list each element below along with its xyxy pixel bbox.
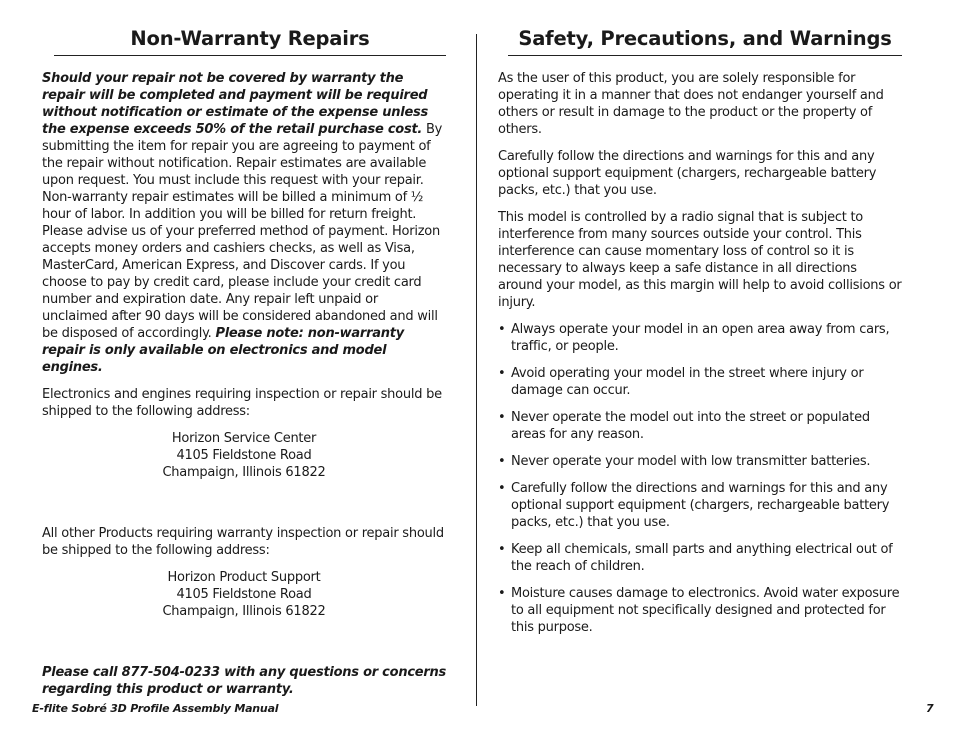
contact-phone-text: Please call 877-504-0233 with any questions or concerns regarding this product or warranty. xyxy=(42,665,447,697)
safety-content xyxy=(498,70,902,636)
non-warranty-heading: Non-Warranty Repairs xyxy=(54,26,446,56)
safety-heading: Safety, Precautions, and Warnings xyxy=(508,26,902,56)
non-warranty-content xyxy=(42,70,446,698)
address-line: 4105 Fieldstone Road xyxy=(176,587,312,602)
safety-bullet: • Carefully follow the directions and warnings for this and any optional support equipment (chargers, rechargeable battery packs, etc.) that you use. xyxy=(498,480,902,531)
non-warranty-note: Please note: non-warranty repair is only available on electronics and model engines. xyxy=(42,326,404,375)
service-center-address xyxy=(42,430,446,481)
other-products-shipping-text: All other Products requiring warranty inspection or repair should be shipped to the following address: xyxy=(42,526,444,558)
electronics-shipping-text: Electronics and engines requiring inspection or repair should be shipped to the following address: xyxy=(42,387,442,419)
address-line: Horizon Service Center xyxy=(171,431,317,446)
address-line: Horizon Product Support xyxy=(167,570,321,585)
safety-bullet: • Never operate your model with low transmitter batteries. xyxy=(498,453,902,470)
safety-paragraph: As the user of this product, you are solely responsible for operating it in a manner that does not endanger yourself and others or result in damage to the product or the property of others. xyxy=(498,71,884,137)
non-warranty-paragraph xyxy=(42,70,446,376)
safety-bullet: • Keep all chemicals, small parts and anything electrical out of the reach of children. xyxy=(498,541,902,575)
safety-paragraph: Carefully follow the directions and warnings for this and any optional support equipment (chargers, rechargeable battery packs, etc.) that you use. xyxy=(498,149,877,198)
safety-bullet: • Never operate the model out into the street or populated areas for any reason. xyxy=(498,409,902,443)
column-divider xyxy=(476,34,477,706)
address-line: 4105 Fieldstone Road xyxy=(176,448,312,463)
non-warranty-column xyxy=(42,26,446,708)
address-line: Champaign, Illinois 61822 xyxy=(162,604,326,619)
product-support-address xyxy=(42,569,446,620)
safety-bullet: • Always operate your model in an open area away from cars, traffic, or people. xyxy=(498,321,902,355)
safety-bullet: • Avoid operating your model in the street where injury or damage can occur. xyxy=(498,365,902,399)
footer-manual-title: E-flite Sobré 3D Profile Assembly Manual xyxy=(32,702,279,715)
safety-column xyxy=(498,26,902,646)
safety-bullet: • Moisture causes damage to electronics. Avoid water exposure to all equipment not specifically designed and protected for this purpose. xyxy=(498,585,902,636)
safety-paragraph: This model is controlled by a radio signal that is subject to interference from many sources outside your control. This interference can cause momentary loss of control so it is necessary to always keep a safe distance in all directions around your model, as this margin will help to avoid collisions or injury. xyxy=(498,210,902,310)
non-warranty-body: By submitting the item for repair you are agreeing to payment of the repair without notification. Repair estimates are available upon request. You must include this request with your repair. Non-warranty repair estimates will be billed a minimum of ½ hour of labor. In addition you will be billed for return freight. Please advise us of your preferred method of payment. Horizon accepts money orders and cashiers checks, as well as Visa, MasterCard, American Express, and Discover cards. If you choose to pay by credit card, please include your credit card number and expiration date. Any repair left unpaid or unclaimed after 90 days will be considered abandoned and will be disposed of accordingly. xyxy=(42,122,443,341)
address-line: Champaign, Illinois 61822 xyxy=(162,465,326,480)
safety-bullet-list xyxy=(498,321,902,636)
non-warranty-bold-intro: Should your repair not be covered by warranty the repair will be completed and payment will be required without notification or estimate of the expense unless the expense exceeds 50% of the retail purchase cost. xyxy=(42,71,429,137)
footer-page-number: 7 xyxy=(926,702,934,715)
